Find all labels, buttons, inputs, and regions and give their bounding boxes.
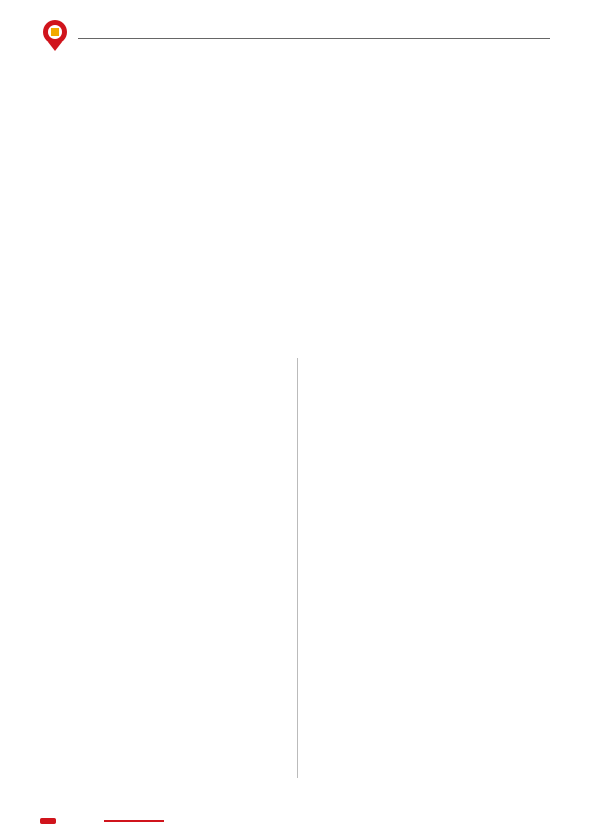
left-column <box>56 358 288 436</box>
column-divider <box>297 358 298 778</box>
footer-rule <box>104 820 164 822</box>
footer-accent-bar <box>40 818 56 824</box>
page-header <box>0 0 600 64</box>
yearbook-logo-icon <box>40 18 70 52</box>
header-rule <box>78 38 550 39</box>
